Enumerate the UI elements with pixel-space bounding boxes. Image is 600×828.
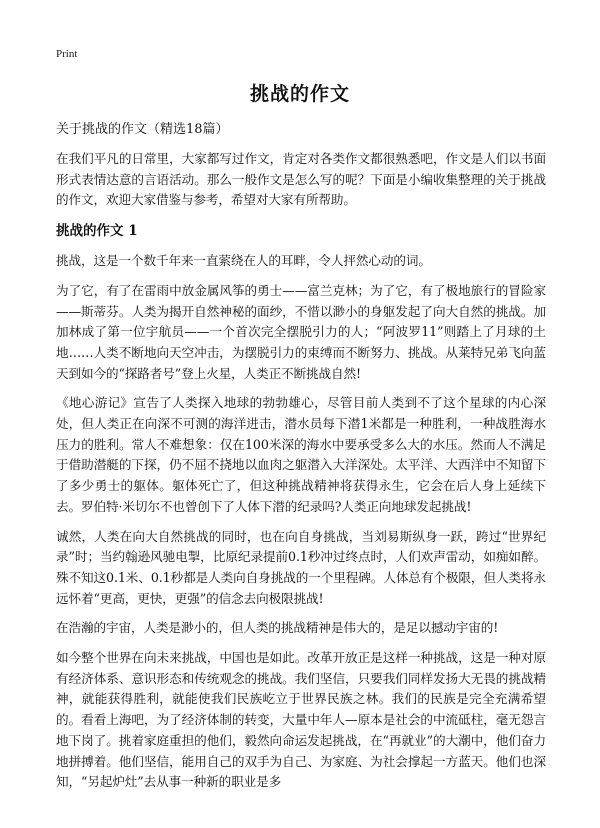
section-heading: 挑战的作文 1 — [56, 223, 138, 240]
subtitle: 关于挑战的作文（精选18篇） — [56, 122, 229, 137]
paragraph-6: 如今整个世界在向未来挑战，中国也是如此。改革开放正是这样一种挑战，这是一种对原有经济体系、意识形态和传统观念的挑战。我们坚信，只要我们同样发扬大无畏的挑战精神，就能获得胜利，就能使我们民族屹立于世界民族之林。我们的民族是完全充满希望的。看看上海吧，为了经济体制的转变，大量中年人—原本是社会的中流砥柱，毫无怨言地下岗了。挑着家庭重担的他们，毅然向命运发起挑战，在“再就业”的大潮中，他们奋力地拼搏着。他们坚信，能用自己的双手为自己、为家庭、为社会撑起一方蓝天。他们也深知，“另起炉灶”去从事一种新的职业是多 — [56, 650, 546, 790]
page-title: 挑战的作文 — [249, 83, 350, 105]
article-body — [56, 149, 546, 802]
paragraph-4: 诚然，人类在向大自然挑战的同时，也在向自身挑战，当刘易斯纵身一跃，跨过“世界纪录”时；当约翰逊风驰电掣，比原纪录提前0.1秒冲过终点时，人们欢声雷动，如痴如醉。殊不知这0.1米、0.1秒都是人类向自身挑战的一个里程碑。人体总有个极限，但人类将永远怀着“更高，更快，更强”的信念去向极限挑战! — [56, 528, 546, 606]
intro-paragraph: 在我们平凡的日常里，大家都写过作文，肯定对各类作文都很熟悉吧，作文是人们以书面形式表情达意的言语活动。那么一般作文是怎么写的呢？下面是小编收集整理的关于挑战的作文，欢迎大家借鉴与参考，希望对大家有所帮助。 — [56, 151, 546, 208]
paragraph-5: 在浩瀚的宇宙，人类是渺小的，但人类的挑战精神是伟大的，是足以撼动宇宙的! — [56, 620, 499, 636]
paragraph-1: 挑战，这是一个数千年来一直萦绕在人的耳畔，令人抨然心动的词。 — [56, 253, 431, 269]
paragraph-3: 《地心游记》宣告了人类探入地球的勃勃雄心，尽管目前人类到不了这个星球的内心深处，但人类正在向深不可测的海洋进击，潜水员每下潜1米都是一种胜利，一种战胜海水压力的胜利。常人不难想象：仅在100米深的海水中要承受多么大的水压。然而人不满足于借助潜艇的下探，仍不屈不挠地以血肉之躯潜入大洋深处。太平洋、大西洋中不知留下了多少勇士的躯体。躯体死亡了，但这种挑战精神将获得永生，它会在后人身上延续下去。罗伯特·米切尔不也曾创下了人体下潜的纪录吗?人类正向地球发起挑战! — [56, 395, 546, 514]
paragraph-2: 为了它，有了在雷雨中放金属风筝的勇士——富兰克林；为了它，有了极地旅行的冒险家——斯蒂芬。人类为揭开自然神秘的面纱，不惜以渺小的身躯发起了向大自然的挑战。加加林成了第一位宇航员——一个首次完全摆脱引力的人；“阿波罗11”则踏上了月球的土地……人类不断地向天空冲击，为摆脱引力的束缚而不断努力、挑战。从莱特兄弟飞向蓝天到如今的“探路者号”登上火星，人类正不断挑战自然! — [56, 282, 546, 381]
print-label: Print — [56, 48, 78, 60]
